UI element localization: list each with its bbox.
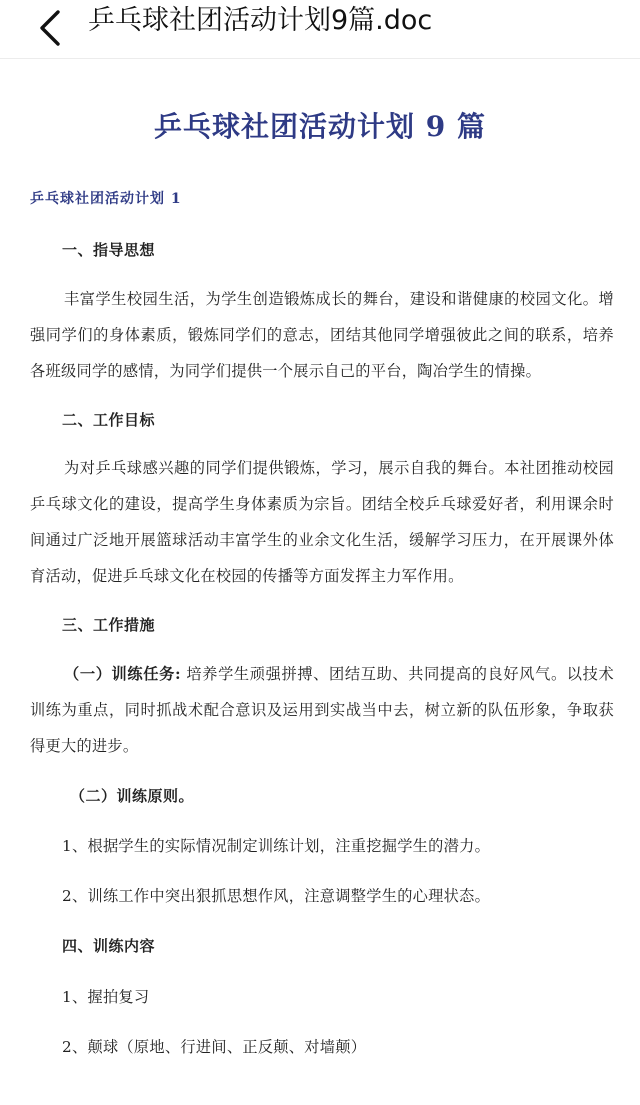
paragraph-guiding-ideology: 丰富学生校园生活，为学生创造锻炼成长的舞台，建设和谐健康的校园文化。增强同学们的身体素质，锻炼同学们的意志，团结其他同学增强彼此之间的联系，培养各班级同学的感情，为同学们提供一个展示自己的平台，陶冶学生的情操。 xyxy=(30,290,614,380)
list-item: 2、颠球（原地、行进间、正反颠、对墙颠） xyxy=(62,1038,367,1056)
heading-training-principles: （二）训练原则。 xyxy=(70,787,195,805)
section-subtitle: 乒乓球社团活动计划 1 xyxy=(30,191,182,207)
document-title: 乒乓球社团活动计划 9 篇 xyxy=(154,110,486,143)
heading-work-measures: 三、工作措施 xyxy=(62,616,156,634)
list-item: 2、训练工作中突出狠抓思想作风，注意调整学生的心理状态。 xyxy=(62,887,491,905)
heading-guiding-ideology: 一、指导思想 xyxy=(62,241,156,259)
list-item: 1、根据学生的实际情况制定训练计划，注重挖掘学生的潜力。 xyxy=(62,837,491,855)
heading-training-content: 四、训练内容 xyxy=(62,937,156,955)
chevron-left-icon xyxy=(34,8,70,48)
paragraph-work-goals: 为对乒乓球感兴趣的同学们提供锻炼，学习，展示自我的舞台。本社团推动校园乒乓球文化的建设，提高学生身体素质为宗旨。团结全校乒乓球爱好者，利用课余时间通过广泛地开展篮球活动丰富学生的业余文化生活，缓解学习压力，在开展课外体育活动，促进乒乓球文化在校园的传播等方面发挥主力军作用。 xyxy=(30,459,614,585)
top-bar xyxy=(0,0,640,59)
list-item: 1、握拍复习 xyxy=(62,988,150,1006)
training-task-label: （一）训练任务: xyxy=(64,665,181,683)
training-task-text: 培养学生顽强拼搏、团结互助、共同提高的良好风气。以技术训练为重点，同时抓战术配合意识及运用到实战当中去，树立新的队伍形象，争取获得更大的进步。 xyxy=(30,665,614,755)
heading-work-goals: 二、工作目标 xyxy=(62,411,156,429)
back-button[interactable] xyxy=(34,8,70,48)
paragraph-training-task xyxy=(30,656,614,764)
document-viewer[interactable] xyxy=(0,59,640,1105)
document-filename: 乒乓球社团活动计划9篇.doc xyxy=(88,5,433,36)
